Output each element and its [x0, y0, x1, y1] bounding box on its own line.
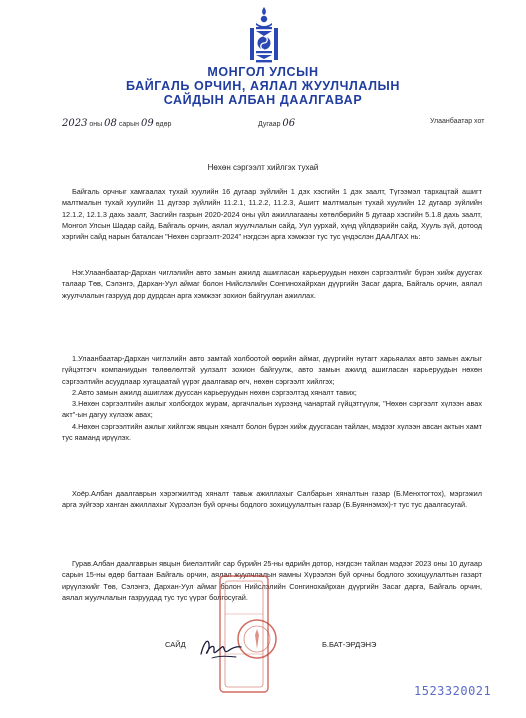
handwritten-signature — [198, 632, 244, 662]
date-year: 2023 — [62, 118, 88, 129]
paragraph-three: Гурав.Албан даалгаврын явцын биелэлтийг сар бүрийн 25-ны өдрийн дотор, нэгдсэн тайлан мэдээг 2023 оны 10 дугаар сарын 15-ны өдөр багтаан Байгаль орчин, аялал жуулчлалын яамны Хүрээлэн буй орчны бодлого зохицуулалтын газарт ирүүлэхийг Төв, Сэлэнгэ, Дархан-Уул аймаг болон Нийслэлийн Сонгинохайрхан дүүргийн Засаг дарга, Байгаль орчин, аялал жуулчлалын газруудад тус тус үүрэг болгосугай. — [62, 559, 482, 602]
document-number — [258, 118, 295, 129]
date-day: 09 — [140, 118, 154, 129]
paragraph-two: Хоёр.Албан даалгаврын хэрэгжилтэд хяналт тавьж ажиллахыг Салбарын хяналтын газар (Б.Менхтогтох), мэргэжил арга зүйгээр ханган ажиллахыг Хүрээлэн буй орчны бодлого зохицуулалтын газар (Б.Буяннэмэх)-т тус тус даалгасугай. — [62, 489, 482, 510]
task-list — [62, 353, 482, 443]
task-item: 3.Нөхөн сэргээлтийн ажлыг холбогдох журам, аргачлалын хүрээнд чанартай гүйцэтгүүлж, "Нөхөн сэргээлт хүлээн авах акт"-ын дагуу хүлээж авах; — [62, 399, 482, 420]
task-item: 1.Улаанбаатар-Дархан чиглэлийн авто замтай холбоотой өөрийн аймаг, дүүргийн нутагт харьяалах авто замын ажлыг гүйцэтгэгч компаниудын төлөөлөлтэй уулзалт зохион байгуулж, авто замын ажилд ашигласан карьеруудын нөхөн сэргээлтийн асуудлаар хугацаатай үүрэг даалгавар өгч, нөхөн сэргээлт хийлгэх; — [62, 354, 482, 386]
date-year-suffix: оны — [87, 121, 105, 128]
date-month-suffix: сарын — [116, 121, 141, 128]
document-city: Улаанбаатар хот — [430, 118, 485, 125]
number-label: Дугаар — [258, 121, 283, 128]
signatory-title: САЙД — [165, 640, 186, 649]
header-line-ministry: БАЙГАЛЬ ОРЧИН, АЯЛАЛ ЖУУЛЧЛАЛЫН — [125, 79, 401, 93]
header-line-country: МОНГОЛ УЛСЫН — [207, 65, 319, 79]
signatory-name: Б.БАТ-ЭРДЭНЭ — [322, 640, 377, 649]
document-date — [62, 118, 171, 129]
number-value: 06 — [282, 118, 296, 129]
serial-number: 1523320021 — [414, 684, 492, 698]
date-day-suffix: өдөр — [153, 121, 172, 128]
task-item: 2.Авто замын ажилд ашиглаж дууссан карьеруудын нөхөн сэргээлтэд хяналт тавих; — [72, 387, 357, 397]
document-title: Нөхөн сэргээлт хийлгэх тухай — [207, 163, 319, 172]
task-item: 4.Нөхөн сэргээлтийн ажлыг хийлгэж явцын хяналт болон бүрэн хийж дуусгасан тайлан, мэдээг хүлээн авсан актын хамт тус яаманд ирүүлэх. — [62, 421, 482, 443]
date-month: 08 — [104, 118, 117, 129]
paragraph-one: Нэг.Улаанбаатар-Дархан чиглэлийн авто замын ажилд ашигласан карьеруудын нөхөн сэргээлтийг бүрэн хийж дуусгах талаар Төв, Сэлэнгэ, Дархан-Уул аймаг болон Нийслэлийн Сонгинохайрхан дүүргийн Засаг дарга, Байгаль орчин, аялал жуулчлалын газрууд дор дурдсан арга хэмжээг зохион байгуулан ажиллах. — [62, 268, 482, 300]
state-emblem-icon — [244, 6, 284, 64]
header-line-order: САЙДЫН АЛБАН ДААЛГАВАР — [163, 93, 363, 107]
paragraph-basis: Байгаль орчныг хамгаалах тухай хуулийн 16 дугаар зүйлийн 1 дэх хэсгийн 1 дэх заалт, Түгээмэл тархацтай ашигт малтмалын тухай хуулийн 11 дүгээр зүйлийн 11.2.1, 11.2.2, 11.2.3, Ашигт малтмалын тухай хуулийн 12 дугаар зүйлийн 12.1.2, 12.1.3 дахь заалт, Засгийн газрын 2020-2024 оны үйл ажиллагааны хөтөлбөрийн 5 дугаар хэсгийн 5.1.8 дахь заалт, Монгол Улсын Шадар сайд, Байгаль орчин, аялал жуулчлалын сайд, Уул уурхай, хүнд үйлдвэрийн сайд, Хууль зүй, дотоод хэргийн сайд нарын баталсан "Нөхөн сэргээлт-2024" нэгдсэн арга хэмжээг тус тус үндэслэн ДААЛГАХ нь: — [62, 187, 482, 242]
